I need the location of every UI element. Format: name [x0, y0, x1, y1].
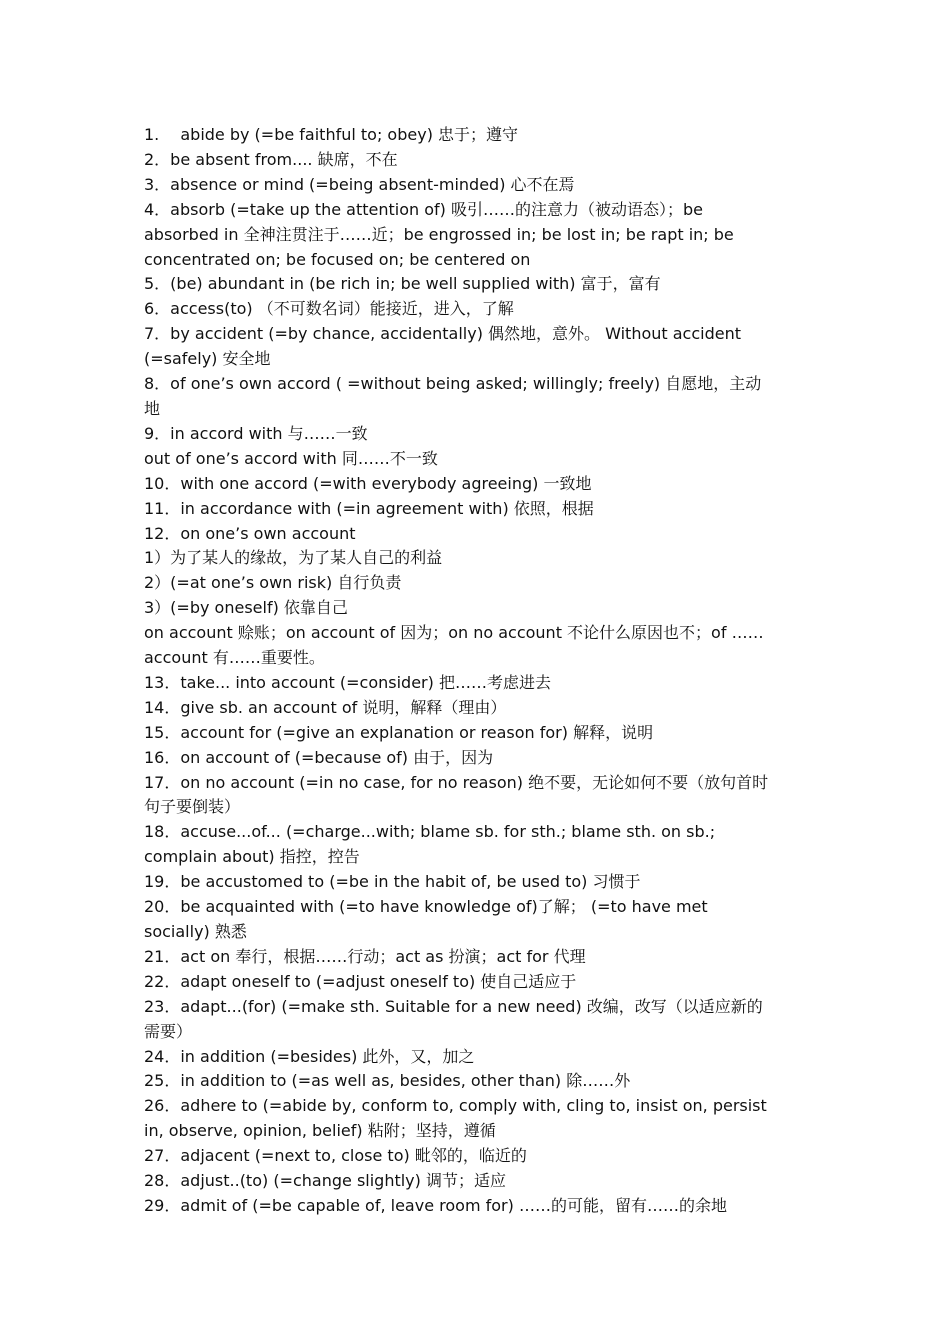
- text-line: 26．adhere to (=abide by, conform to, comply with, cling to, insist on, persist: [144, 1096, 767, 1116]
- text-line: 14．give sb. an account of 说明，解释（理由）: [144, 697, 507, 717]
- text-line: account 有……重要性。: [144, 648, 325, 668]
- text-line: 9．in accord with 与……一致: [144, 423, 368, 443]
- text-line: 1）为了某人的缘故，为了某人自己的利益: [144, 548, 443, 568]
- text-line: 29．admit of (=be capable of, leave room for) ……的可能，留有……的余地: [144, 1195, 727, 1215]
- text-line: 10．with one accord (=with everybody agreeing) 一致地: [144, 473, 592, 493]
- text-line: 11．in accordance with (=in agreement with) 依照，根据: [144, 498, 594, 518]
- text-line: 3．absence or mind (=being absent-minded) 心不在焉: [144, 174, 575, 194]
- text-line: 23．adapt...(for) (=make sth. Suitable for a new need) 改编，改写（以适应新的: [144, 996, 763, 1016]
- text-line: 地: [144, 398, 161, 418]
- text-line: 19．be accustomed to (=be in the habit of, be used to) 习惯于: [144, 872, 641, 892]
- text-line: 4．absorb (=take up the attention of) 吸引……的注意力（被动语态）；be: [144, 199, 703, 219]
- text-line: absorbed in 全神注贯注于……近；be engrossed in; be lost in; be rapt in; be: [144, 224, 734, 244]
- text-line: 15．account for (=give an explanation or reason for) 解释，说明: [144, 722, 654, 742]
- text-line: 2）(=at one’s own risk) 自行负责: [144, 573, 402, 593]
- text-line: 20．be acquainted with (=to have knowledge of)了解； (=to have met: [144, 897, 708, 917]
- text-line: 21．act on 奉行，根据……行动；act as 扮演；act for 代理: [144, 946, 586, 966]
- text-line: 28．adjust..(to) (=change slightly) 调节；适应: [144, 1171, 506, 1191]
- text-line: 27．adjacent (=next to, close to) 毗邻的，临近的: [144, 1146, 527, 1166]
- text-line: 25．in addition to (=as well as, besides, other than) 除……外: [144, 1071, 631, 1091]
- text-line: 24．in addition (=besides) 此外，又，加之: [144, 1046, 475, 1066]
- text-line: concentrated on; be focused on; be centered on: [144, 249, 531, 269]
- text-line: (=safely) 安全地: [144, 349, 271, 369]
- text-line: socially) 熟悉: [144, 922, 247, 941]
- text-line: complain about) 指控，控告: [144, 847, 360, 867]
- text-line: 2．be absent from.... 缺席，不在: [144, 149, 398, 169]
- text-line: 8．of one’s own accord ( =without being asked; willingly; freely) 自愿地，主动: [144, 374, 762, 394]
- document-page: [144, 123, 809, 1219]
- text-line: 1. abide by (=be faithful to; obey) 忠于；遵守: [144, 125, 519, 144]
- text-line: 13．take... into account (=consider) 把……考虑进去: [144, 672, 551, 692]
- text-line: on account 赊账；on account of 因为；on no account 不论什么原因也不；of ……: [144, 623, 764, 643]
- text-line: out of one’s accord with 同……不一致: [144, 448, 438, 468]
- text-line: 6．access(to) （不可数名词）能接近，进入，了解: [144, 299, 514, 319]
- text-line: 5．(be) abundant in (be rich in; be well supplied with) 富于，富有: [144, 274, 661, 294]
- text-line: in, observe, opinion, belief) 粘附；坚持，遵循: [144, 1121, 496, 1141]
- text-line: 12．on one’s own account: [144, 523, 356, 543]
- text-line: 3）(=by oneself) 依靠自己: [144, 598, 348, 618]
- text-line: 16．on account of (=because of) 由于，因为: [144, 747, 494, 767]
- text-line: 句子要倒装）: [144, 797, 241, 817]
- text-line: 需要）: [144, 1021, 193, 1041]
- text-line: 18．accuse...of... (=charge...with; blame sb. for sth.; blame sth. on sb.;: [144, 822, 716, 842]
- text-line: 7．by accident (=by chance, accidentally) 偶然地，意外。 Without accident: [144, 324, 742, 344]
- text-line: 17．on no account (=in no case, for no reason) 绝不要，无论如何不要（放句首时: [144, 772, 769, 792]
- text-line: 22．adapt oneself to (=adjust oneself to) 使自己适应于: [144, 971, 577, 991]
